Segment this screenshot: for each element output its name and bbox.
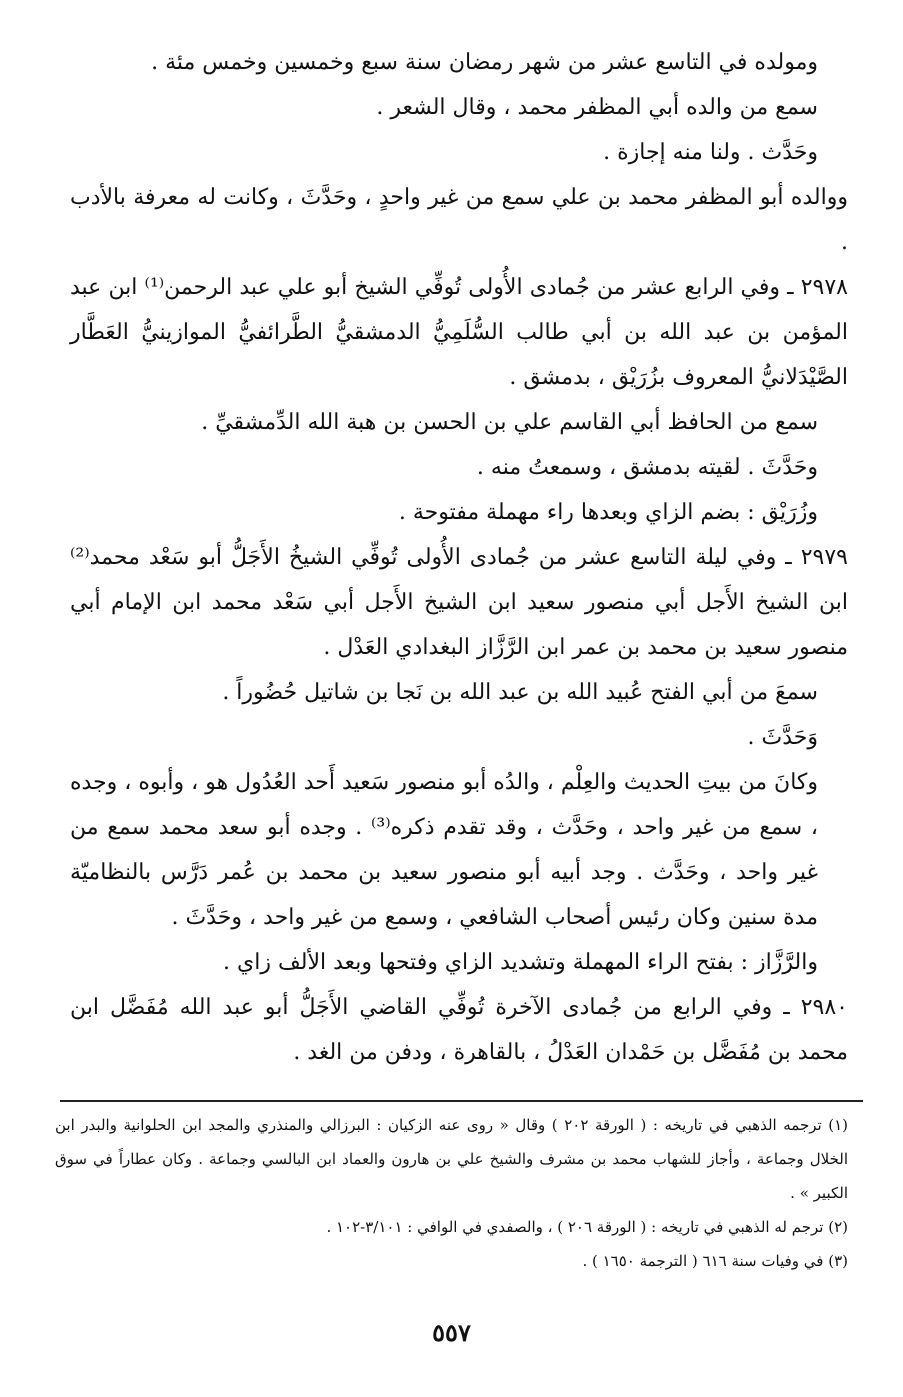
paragraph-2979-heard: سمعَ من أبي الفتح عُبيد الله بن عبد الله بن نَجا بن شاتيل حُضُوراً . bbox=[222, 680, 818, 705]
entry-2980: ٢٩٨٠ ـ وفي الرابع من جُمادى الآخرة تُوفِّي القاضي الأَجَلُّ أبو عبد الله مُفَضَّل ابن محمد بن مُفَضَّل بن حَمْدان العَدْلُ ، بالقاهرة ، ودفن من الغد . bbox=[70, 995, 848, 1065]
footnote-separator bbox=[60, 1100, 863, 1102]
entry-2979: ٢٩٧٩ ـ وفي ليلة التاسع عشر من جُمادى الأُولى تُوفِّي الشيخُ الأَجَلُّ أبو سَعْد محمد⁽²⁾ ابن الشيخ الأَجل أبي منصور سعيد ابن الشيخ الأَجل أبي سَعْد محمد ابن الإمام أبي منصور سعيد بن محمد بن عمر ابن الرَّزَّاز البغدادي العَدْل . bbox=[70, 545, 848, 660]
paragraph-2978-narrated: وحَدَّثَ . لقيته بدمشق ، وسمعتُ منه . bbox=[476, 455, 818, 480]
paragraph-2979-family: وكانَ من بيتِ الحديث والعِلْم ، والدُه أبو منصور سَعيد أَحد العُدُول هو ، وأبوه ، وجده ، سمع من غير واحد ، وحَدَّث ، وقد تقدم ذكره⁽³⁾ . وجده أبو سعد محمد سمع من غير واحد ، وحَدَّث . وجد أبيه أبو منصور سعيد بن محمد بن عُمر دَرَّس بالنظاميّة مدة سنين وكان رئيس أصحاب الشافعي ، وسمع من غير واحد ، وحَدَّثَ . bbox=[69, 770, 818, 930]
paragraph-2978-heard: سمع من الحافظ أبي القاسم علي بن الحسن بن هبة الله الدِّمشقيِّ . bbox=[201, 410, 818, 435]
paragraph-birth: ومولده في التاسع عشر من شهر رمضان سنة سبع وخمسين وخمس مئة . bbox=[151, 50, 818, 75]
paragraph-2979-narrated: وَحَدَّثَ . bbox=[747, 725, 818, 750]
paragraph-father: ووالده أبو المظفر محمد بن علي سمع من غير واحدٍ ، وحَدَّثَ ، وكانت له معرفة بالأدب . bbox=[70, 185, 848, 255]
page-number: ٥٥٧ bbox=[432, 1318, 471, 1347]
paragraph-narrated: وحَدَّث . ولنا منه إجازة . bbox=[603, 140, 818, 165]
main-text bbox=[70, 40, 848, 1075]
entry-2978: ٢٩٧٨ ـ وفي الرابع عشر من جُمادى الأُولى تُوفِّي الشيخ أبو علي عبد الرحمن⁽¹⁾ ابن عبد المؤمن بن عبد الله بن أبي طالب السُّلَمِيُّ الدمشقيُّ الطَّرائفيُّ الموازينيُّ العَطَّار الصَّيْدَلانيُّ المعروف بزُرَيْق ، بدمشق . bbox=[70, 275, 848, 390]
footnotes bbox=[55, 1108, 848, 1278]
paragraph-2979-spelling: والرَّزَّاز : بفتح الراء المهملة وتشديد الزاي وفتحها وبعد الألف زاي . bbox=[223, 950, 818, 975]
footnote-1: (١) ترجمه الذهبي في تاريخه : ( الورقة ٢٠٢ ) وقال « روى عنه الزكيان : البرزالي والمنذري والمجد ابن الحلوانية والبدر ابن الخلال وجماعة ، وأجاز للشهاب محمد بن مشرف والشيخ علي بن هارون والعماد ابن البالسي وجماعة . وكان عطاراً في سوق الكبير » . bbox=[55, 1116, 848, 1202]
footnote-3: (٣) في وفيات سنة ٦١٦ ( الترجمة ١٦٥٠ ) . bbox=[582, 1252, 848, 1270]
paragraph-2978-spelling: وزُرَيْق : بضم الزاي وبعدها راء مهملة مفتوحة . bbox=[398, 500, 818, 525]
paragraph-heard-from-father: سمع من والده أبي المظفر محمد ، وقال الشعر . bbox=[376, 95, 818, 120]
footnote-2: (٢) ترجم له الذهبي في تاريخه : ( الورقة ٢٠٦ ) ، والصفدي في الوافي : ٣/١٠١-١٠٢ . bbox=[326, 1218, 848, 1236]
